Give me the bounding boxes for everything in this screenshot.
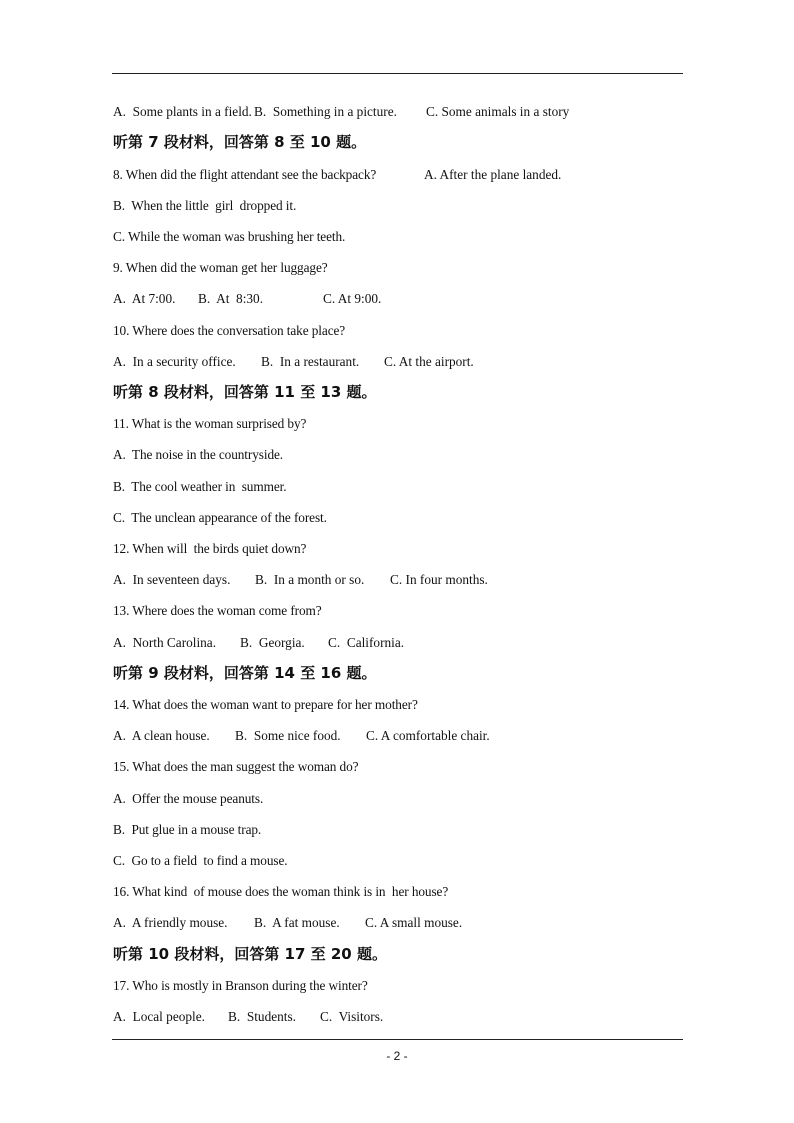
option-c: C. At 9:00. — [323, 291, 382, 306]
option-a: A. Some plants in a field. — [113, 104, 252, 119]
option-c: C. Visitors. — [320, 1009, 384, 1024]
option-a: A. At 7:00. — [113, 291, 176, 306]
option-a: A. North Carolina. — [113, 635, 217, 650]
option-a: A. In seventeen days. — [113, 572, 231, 587]
option-b: B. Some nice food. — [235, 728, 341, 743]
option-c: C. A comfortable chair. — [366, 728, 490, 743]
question-17: 17. Who is mostly in Branson during the winter? — [113, 978, 368, 993]
option-c: C. At the airport. — [384, 354, 474, 369]
option-c: C. In four months. — [390, 572, 488, 587]
option-b: B. At 8:30. — [198, 291, 264, 306]
section-heading-9: 听第 9 段材料，回答第 14 至 16 题。 — [113, 664, 377, 682]
option-a: A. A clean house. — [113, 728, 210, 743]
question-8: 8. When did the flight attendant see the backpack? — [113, 167, 377, 182]
option-c: C. California. — [328, 635, 405, 650]
question-11: 11. What is the woman surprised by? — [113, 416, 307, 431]
option-b: B. The cool weather in summer. — [113, 479, 287, 494]
question-14: 14. What does the woman want to prepare for her mother? — [113, 697, 418, 712]
option-a: A. In a security office. — [113, 354, 236, 369]
footer-rule — [112, 1039, 683, 1040]
option-b: B. Students. — [228, 1009, 296, 1024]
section-heading-8: 听第 8 段材料，回答第 11 至 13 题。 — [113, 383, 377, 401]
question-15: 15. What does the man suggest the woman do? — [113, 759, 359, 774]
option-b: B. Put glue in a mouse trap. — [113, 822, 262, 837]
option-b: B. In a restaurant. — [261, 354, 360, 369]
option-a: A. After the plane landed. — [424, 167, 562, 182]
option-b: B. When the little girl dropped it. — [113, 198, 297, 213]
question-16: 16. What kind of mouse does the woman think is in her house? — [113, 884, 449, 899]
option-b: B. A fat mouse. — [254, 915, 340, 930]
option-c: C. Some animals in a story — [426, 104, 570, 119]
option-c: C. A small mouse. — [365, 915, 463, 930]
section-heading-7: 听第 7 段材料，回答第 8 至 10 题。 — [113, 133, 367, 151]
option-c: C. Go to a field to find a mouse. — [113, 853, 288, 868]
header-rule — [112, 73, 683, 74]
question-10: 10. Where does the conversation take place? — [113, 323, 346, 338]
option-c: C. While the woman was brushing her teeth. — [113, 229, 346, 244]
page-number: - 2 - — [386, 1049, 408, 1063]
option-a: A. Offer the mouse peanuts. — [113, 791, 264, 806]
option-a: A. The noise in the countryside. — [113, 447, 284, 462]
question-9: 9. When did the woman get her luggage? — [113, 260, 328, 275]
question-13: 13. Where does the woman come from? — [113, 603, 322, 618]
option-a: A. Local people. — [113, 1009, 205, 1024]
option-b: B. Georgia. — [240, 635, 305, 650]
option-b: B. Something in a picture. — [254, 104, 397, 119]
question-12: 12. When will the birds quiet down? — [113, 541, 307, 556]
option-c: C. The unclean appearance of the forest. — [113, 510, 327, 525]
option-a: A. A friendly mouse. — [113, 915, 228, 930]
option-b: B. In a month or so. — [255, 572, 365, 587]
section-heading-10: 听第 10 段材料，回答第 17 至 20 题。 — [113, 945, 387, 963]
